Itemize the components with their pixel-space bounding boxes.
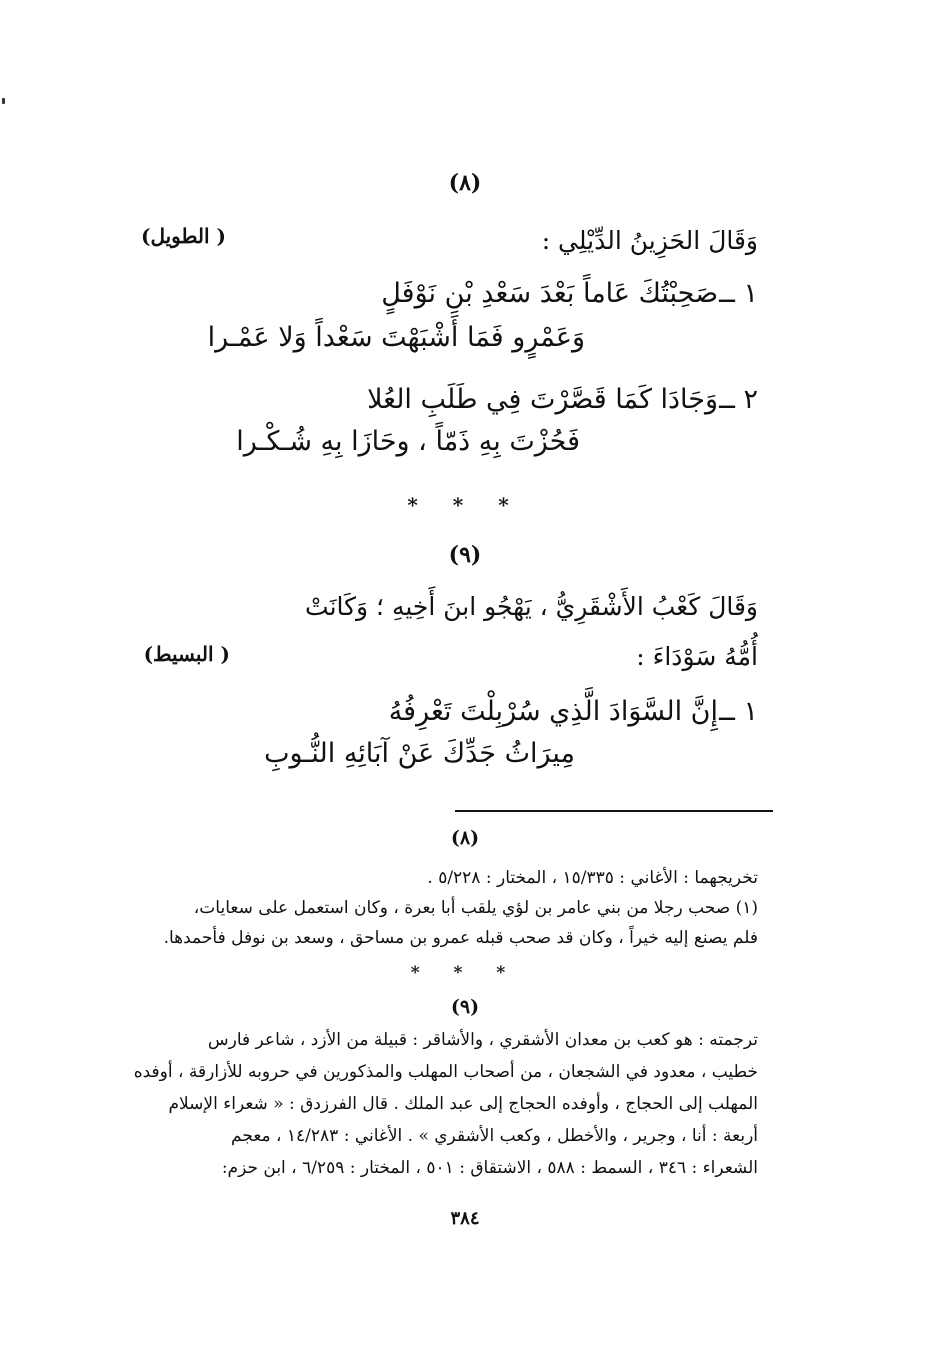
- section-8-intro: وَقَالَ الحَزِينُ الدِّيْلِي :: [541, 226, 758, 255]
- footnote-8-number: (٨): [450, 827, 480, 849]
- page-number: ٣٨٤: [450, 1208, 480, 1229]
- section-8-verse-2-first: وَجَادَا كَمَا قَصَّرْتَ فِي طَلَبِ العُلا: [367, 384, 718, 415]
- footnote-9-line-4: أربعة : أنا ، وجرير ، والأخطل ، وكعب الأشقري » . الأغاني : ١٤/٢٨٣ ، معجم: [231, 1126, 758, 1146]
- section-8-verse-2-number: ٢ ــ: [719, 384, 758, 415]
- footnote-9-number: (٩): [450, 996, 480, 1018]
- footnote-rule: [455, 810, 773, 812]
- footnote-8-line-2: (١) صحب رجلا من بني عامر بن لؤي يلقب أبا بعرة ، وكان استعمل على سعايات،: [193, 898, 758, 918]
- section-9-intro-line-1: وَقَالَ كَعْبُ الأَشْقَرِيُّ ، يَهْجُو ابنَ أَخِيهِ ؛ وَكَانَتْ: [305, 592, 758, 621]
- scan-mark: [2, 98, 5, 104]
- footnote-9-line-2: خطيب ، معدود في الشجعان ، من أصحاب المهلب والمذكورين في حروبه للأزارقة ، أوفده: [133, 1062, 758, 1082]
- section-separator: * * *: [407, 493, 523, 517]
- section-8-meter: ( الطويل): [141, 224, 226, 248]
- section-9-number: (٩): [448, 542, 482, 568]
- section-8-verse-1-second: وَعَمْرٍو فَمَا أَشْبَهْتَ سَعْداً وَلا عَمْـرا: [207, 322, 585, 353]
- footnote-9-line-3: المهلب إلى الحجاج ، وأوفده الحجاج إلى عبد الملك . قال الفرزدق : « شعراء الإسلام: [168, 1094, 758, 1114]
- footnote-9-line-1: ترجمته : هو كعب بن معدان الأشقري ، والأشاقر : قبيلة من الأزد ، شاعر فارس: [207, 1030, 758, 1050]
- section-8-number: (٨): [448, 170, 482, 196]
- section-8-verse-2-second: فَحُزْتَ بِهِ ذَمّاً ، وحَازَا بِهِ شُـكْـرا: [236, 426, 580, 457]
- section-9-meter: ( البسيط): [143, 642, 230, 666]
- section-9-intro-line-2: أُمُّهُ سَوْدَاءَ :: [636, 642, 758, 671]
- section-8-verse-1-number: ١ ــ: [719, 278, 758, 309]
- footnote-8-line-3: فلم يصنع إليه خيراً ، وكان قد صحب قبله عمرو بن مساحق ، وسعد بن نوفل فأحمدها.: [163, 928, 758, 948]
- section-9-verse-1-number: ١ ــ: [719, 696, 758, 727]
- footnote-9-line-5: الشعراء : ٣٤٦ ، السمط : ٥٨٨ ، الاشتقاق : ٥٠١ ، المختار : ٦/٢٥٩ ، ابن حزم:: [221, 1158, 758, 1178]
- footnote-8-line-1: تخريجهما : الأغاني : ١٥/٣٣٥ ، المختار : ٥/٢٢٨ .: [427, 868, 758, 888]
- section-9-verse-1-second: مِيرَاثُ جَدِّكَ عَنْ آبَائِهِ النُّـوبِ: [264, 738, 575, 769]
- section-9-verse-1-first: إِنَّ السَّوَادَ الَّذِي سُرْبِلْتَ تَعْرِفُهُ: [388, 696, 718, 727]
- section-8-verse-1-first: صَحِبْتُكَ عَاماً بَعْدَ سَعْدِ بْنِ نَوْفَلٍ: [381, 278, 718, 309]
- footnote-separator: * * *: [410, 963, 520, 983]
